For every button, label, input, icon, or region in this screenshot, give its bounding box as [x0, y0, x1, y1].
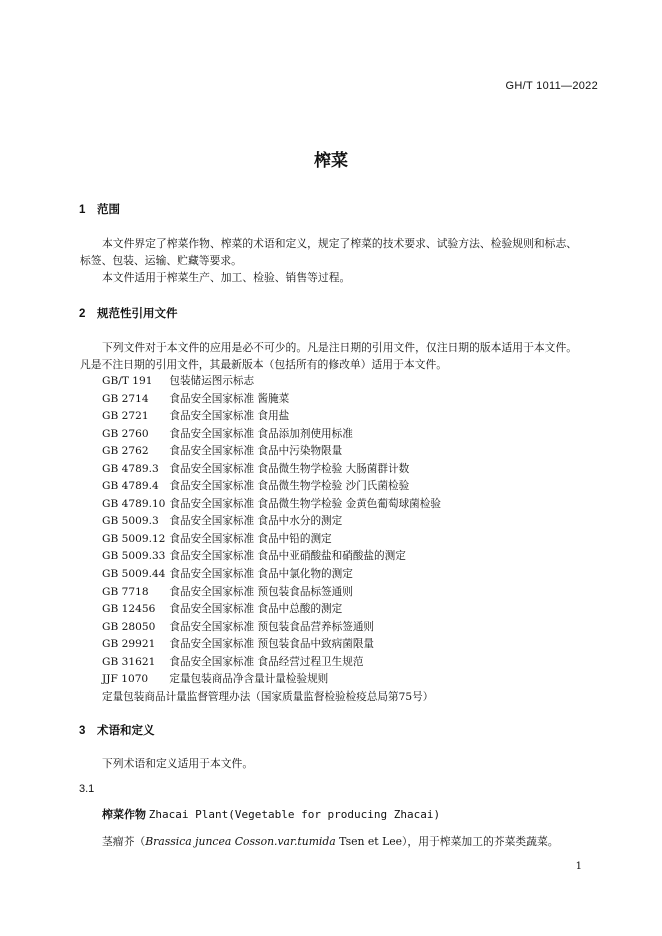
scope-paragraph-2 [80, 269, 600, 286]
ref-title: 食品安全国家标准 食品经营过程卫生规范 [169, 655, 364, 668]
def-prefix: 茎瘤芥（ [102, 835, 146, 848]
standard-code: GH/T 1011—2022 [505, 80, 598, 92]
ref-title: 定量包装商品净含量计量检验规则 [169, 673, 329, 686]
reference-item [102, 496, 441, 514]
term-heading [102, 806, 440, 822]
term-chinese: 榨菜作物 [102, 809, 146, 821]
reference-item [102, 584, 441, 602]
reference-item [102, 373, 441, 391]
ref-title: 食品安全国家标准 食品微生物学检验 金黄色葡萄球菌检验 [169, 497, 441, 510]
ref-code: GB 29921 [102, 638, 156, 651]
ref-title: 定量包装商品计量监督管理办法（国家质量监督检验检疫总局第75号） [102, 690, 434, 703]
def-author: Tsen et Lee）， [335, 835, 419, 848]
ref-code: GB 31621 [102, 655, 156, 668]
reference-item [102, 548, 441, 566]
ref-code: GB 2721 [102, 410, 149, 423]
ref-code: GB 2714 [102, 392, 149, 405]
ref-title: 食品安全国家标准 预包装食品营养标签通则 [169, 620, 375, 633]
section-number: 2 [79, 308, 86, 320]
ref-title: 食品安全国家标准 食品中氯化物的测定 [169, 568, 353, 581]
ref-title: 食品安全国家标准 食品中总酸的测定 [169, 603, 343, 616]
reference-item [102, 654, 441, 672]
ref-title: 食品安全国家标准 食品中亚硝酸盐和硝酸盐的测定 [169, 550, 406, 563]
ref-title: 食品安全国家标准 食品微生物学检验 沙门氏菌检验 [169, 480, 410, 493]
section-number: 3 [79, 725, 86, 737]
reference-item [102, 601, 441, 619]
ref-code: GB/T 191 [102, 375, 153, 387]
ref-code: GB 5009.3 [102, 515, 159, 528]
ref-code: GB 4789.10 [102, 497, 166, 510]
ref-code: GB 28050 [102, 620, 156, 633]
text-line: 下列术语和定义适用于本文件。 [102, 757, 254, 770]
ref-code: GB 4789.3 [102, 462, 159, 475]
section-title: 规范性引用文件 [97, 308, 178, 320]
ref-title: 食品安全国家标准 食品中铅的测定 [169, 532, 332, 545]
reference-item [102, 391, 441, 409]
ref-title: 食品安全国家标准 食品微生物学检验 大肠菌群计数 [169, 462, 410, 475]
ref-title: 食品安全国家标准 食用盐 [169, 410, 290, 423]
page-number: 1 [575, 861, 582, 872]
ref-code: GB 5009.12 [102, 532, 166, 545]
term-english: Zhacai Plant(Vegetable for producing Zhacai) [148, 808, 441, 821]
ref-title: 食品安全国家标准 预包装食品标签通则 [169, 585, 353, 598]
section-1-heading [79, 201, 120, 217]
term-entry-number: 3.1 [79, 783, 95, 795]
reference-item [102, 636, 441, 654]
reference-item [102, 443, 441, 461]
section-title: 术语和定义 [97, 725, 155, 737]
text-line: 下列文件对于本文件的应用是必不可少的。凡是注日期的引用文件，仅注日期的版本适用于本文件。 [102, 341, 578, 354]
reference-item [102, 689, 441, 707]
reference-item [102, 408, 441, 426]
ref-code: GB 12456 [102, 603, 156, 616]
ref-title: 食品安全国家标准 食品中水分的测定 [169, 515, 343, 528]
section-2-heading [79, 305, 178, 321]
normative-intro [80, 339, 600, 373]
ref-title: 食品安全国家标准 酱腌菜 [169, 392, 290, 405]
ref-title: 包装储运图示标志 [169, 375, 255, 387]
ref-title: 食品安全国家标准 食品添加剂使用标准 [169, 427, 353, 440]
reference-item [102, 531, 441, 549]
ref-code: GB 4789.4 [102, 480, 159, 493]
reference-item [102, 619, 441, 637]
ref-title: 食品安全国家标准 预包装食品中致病菌限量 [169, 638, 375, 651]
reference-item [102, 461, 441, 479]
ref-code: GB 2762 [102, 445, 149, 458]
text-line: 凡是不注日期的引用文件，其最新版本（包括所有的修改单）适用于本文件。 [80, 358, 448, 371]
reference-item [102, 478, 441, 496]
ref-code: GB 5009.33 [102, 550, 166, 563]
section-title: 范围 [97, 204, 120, 216]
terms-intro [80, 755, 600, 772]
ref-code: GB 2760 [102, 427, 149, 440]
reference-item [102, 671, 441, 689]
scope-paragraph-1 [80, 235, 600, 269]
section-3-heading [79, 722, 155, 738]
ref-code: GB 7718 [102, 585, 149, 598]
reference-item [102, 426, 441, 444]
section-number: 1 [79, 204, 86, 216]
def-suffix: 用于榨菜加工的芥菜类蔬菜。 [418, 835, 559, 848]
def-latin-name: Brassica juncea Cosson.var.tumida [145, 835, 336, 848]
document-title: 榨菜 [314, 151, 348, 170]
ref-code: GB 5009.44 [102, 568, 166, 581]
reference-list [102, 373, 441, 706]
reference-item [102, 513, 441, 531]
text-line: 标签、包装、运输、贮藏等要求。 [80, 254, 242, 267]
text-line: 本文件适用于榨菜生产、加工、检验、销售等过程。 [102, 271, 351, 284]
ref-title: 食品安全国家标准 食品中污染物限量 [169, 445, 343, 458]
text-line: 本文件界定了榨菜作物、榨菜的术语和定义，规定了榨菜的技术要求、试验方法、检验规则和标志、 [102, 237, 578, 250]
reference-item [102, 566, 441, 584]
ref-code: JJF 1070 [102, 673, 149, 686]
term-definition [102, 834, 559, 849]
